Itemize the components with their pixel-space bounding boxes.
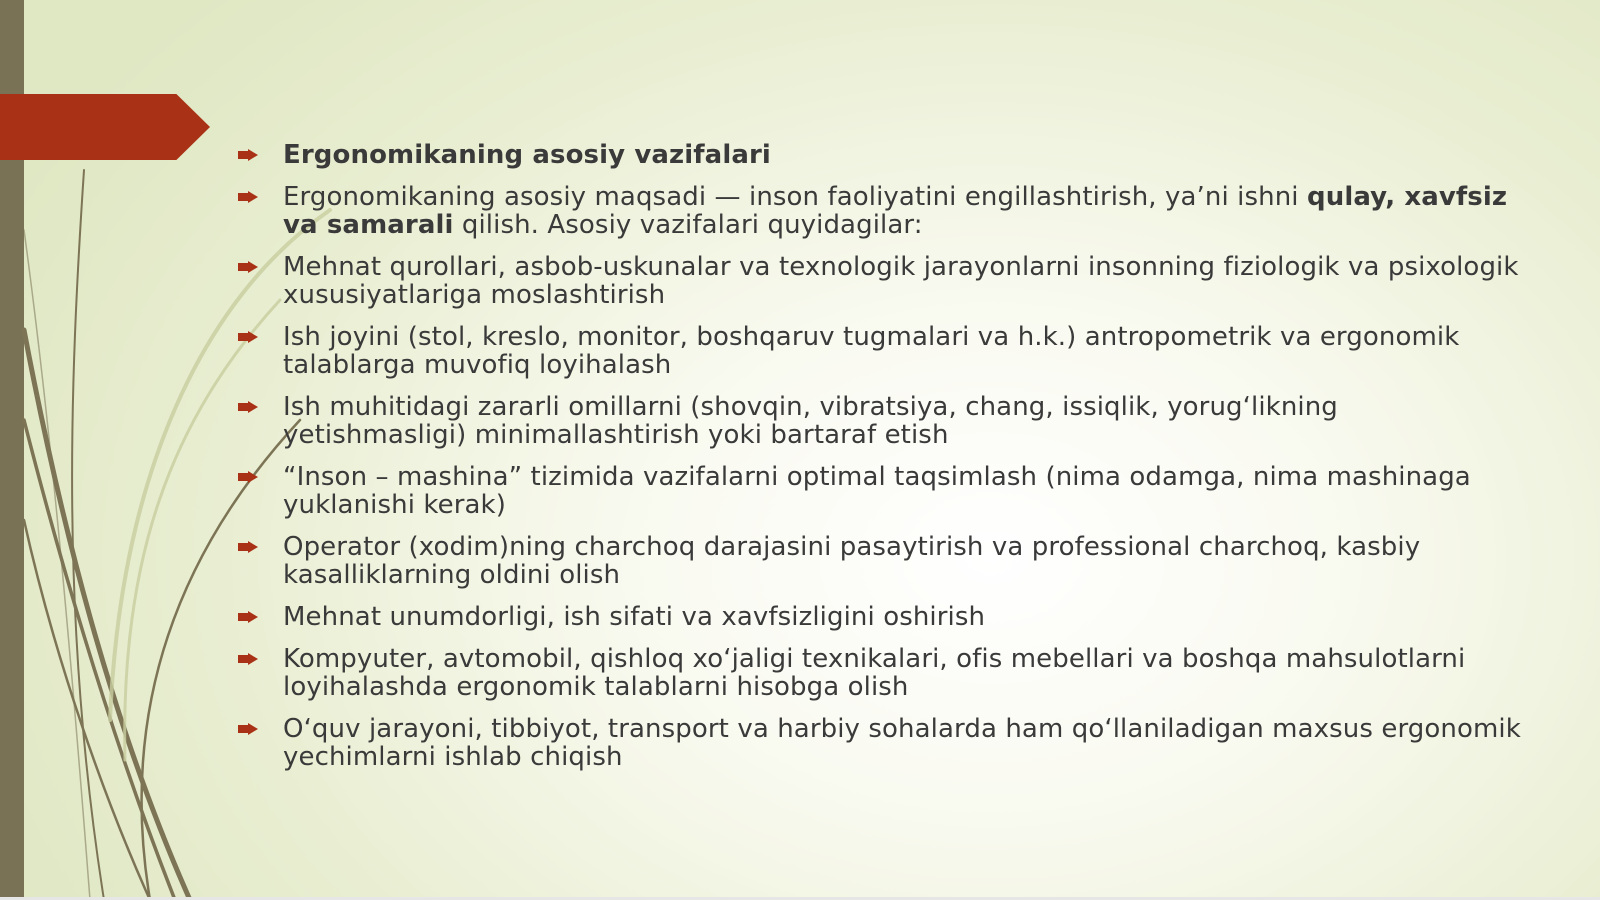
title-arrow-tab bbox=[0, 94, 210, 160]
bullet-item bbox=[238, 393, 1528, 449]
right-arrow-bullet-icon bbox=[238, 611, 258, 623]
bullet-item bbox=[238, 253, 1528, 309]
bullet-text: Kompyuter, avtomobil, qishloq xo‘jaligi texnikalari, ofis mebellari va boshqa mahsulotlarni loyihalashda ergonomik talablarni hisobga olish bbox=[283, 644, 1466, 702]
bullet-item bbox=[238, 463, 1528, 519]
right-arrow-bullet-icon bbox=[238, 471, 258, 483]
bullet-text: qilish. Asosiy vazifalari quyidagilar: bbox=[453, 210, 923, 240]
bullet-text: Operator (xodim)ning charchoq darajasini pasaytirish va professional charchoq, kasbiy kasalliklarning oldini olish bbox=[283, 532, 1421, 590]
bullet-item bbox=[238, 141, 1528, 169]
bullet-content bbox=[238, 141, 1528, 785]
right-arrow-bullet-icon bbox=[238, 541, 258, 553]
bullet-text: Mehnat unumdorligi, ish sifati va xavfsizligini oshirish bbox=[283, 602, 986, 632]
bullet-item bbox=[238, 645, 1528, 701]
bullet-text: Ish muhitidagi zararli omillarni (shovqin, vibratsiya, chang, issiqlik, yorug‘likning yetishmasligi) minimallashtirish yoki bartaraf etish bbox=[283, 392, 1338, 450]
bullet-item bbox=[238, 323, 1528, 379]
bullet-text: Ergonomikaning asosiy vazifalari bbox=[283, 140, 771, 170]
bullet-text: Mehnat qurollari, asbob-uskunalar va texnologik jarayonlarni insonning fiziologik va psixologik xususiyatlariga moslashtirish bbox=[283, 252, 1519, 310]
right-arrow-bullet-icon bbox=[238, 653, 258, 665]
right-arrow-bullet-icon bbox=[238, 149, 258, 161]
bullet-item bbox=[238, 533, 1528, 589]
bullet-text: “Inson – mashina” tizimida vazifalarni optimal taqsimlash (nima odamga, nima mashinaga yuklanishi kerak) bbox=[283, 462, 1471, 520]
bullet-text: Ergonomikaning asosiy maqsadi — inson faoliyatini engillashtirish, ya’ni ishni bbox=[283, 182, 1307, 212]
bullet-text: O‘quv jarayoni, tibbiyot, transport va harbiy sohalarda ham qo‘llaniladigan maxsus ergonomik yechimlarni ishlab chiqish bbox=[283, 714, 1521, 772]
right-arrow-bullet-icon bbox=[238, 723, 258, 735]
bullet-item bbox=[238, 715, 1528, 771]
bullet-item bbox=[238, 603, 1528, 631]
bullet-item bbox=[238, 183, 1528, 239]
bullet-text: Ish joyini (stol, kreslo, monitor, boshqaruv tugmalari va h.k.) antropometrik va ergonomik talablarga muvofiq loyihalash bbox=[283, 322, 1460, 380]
right-arrow-bullet-icon bbox=[238, 401, 258, 413]
right-arrow-bullet-icon bbox=[238, 331, 258, 343]
bullet-text: qulay, xavfsiz va samarali bbox=[283, 182, 1508, 240]
right-arrow-bullet-icon bbox=[238, 191, 258, 203]
right-arrow-bullet-icon bbox=[238, 261, 258, 273]
bullet-list bbox=[238, 141, 1528, 771]
